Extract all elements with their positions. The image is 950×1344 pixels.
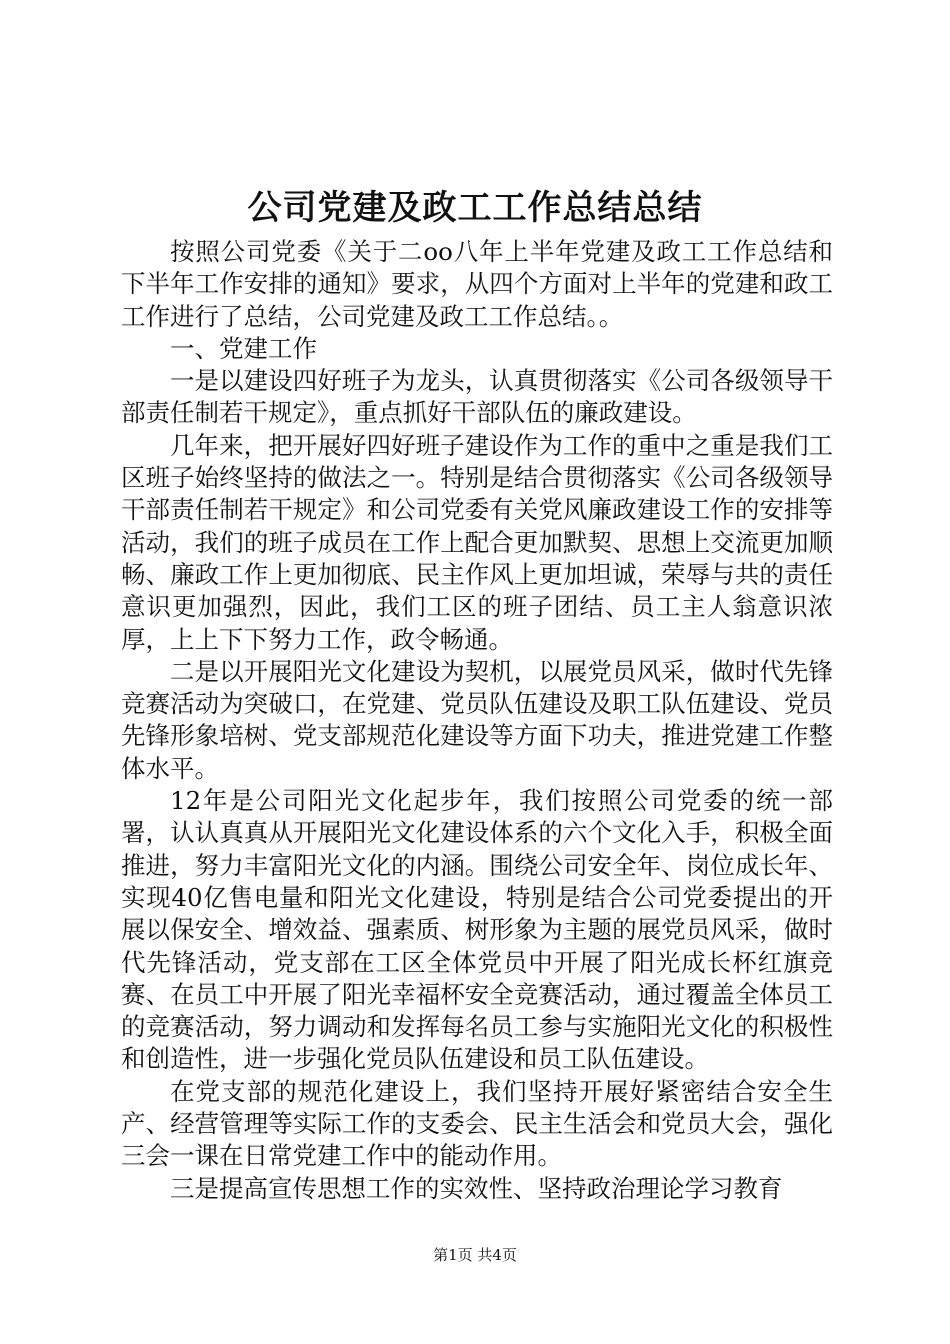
paragraph-point-two-detail: 12年是公司阳光文化起步年，我们按照公司党委的统一部署，认认真真从开展阳光文化建设体系的六个文化入手，积极全面推进，努力丰富阳光文化的内涵。围绕公司安全年、岗位成长年、实现40亿售电量和阳光文化建设，特别是结合公司党委提出的开展以保安全、增效益、强素质、树形象为主题的展党员风采，做时代先锋活动，党支部在工区全体党员中开展了阳光成长杯红旗竞赛、在员工中开展了阳光幸福杯安全竞赛活动，通过覆盖全体员工的竞赛活动，努力调动和发挥每名员工参与实施阳光文化的积极性和创造性，进一步强化党员队伍建设和员工队伍建设。 [121,786,833,1074]
paragraph-intro: 按照公司党委《关于二oo八年上半年党建及政工工作总结和下半年工作安排的通知》要求，从四个方面对上半年的党建和政工工作进行了总结，公司党建及政工工作总结。。 [121,237,833,331]
document-title: 公司党建及政工工作总结总结 [247,188,703,228]
paragraph-point-two: 二是以开展阳光文化建设为契机，以展党员风采，做时代先锋竞赛活动为突破口，在党建、党员队伍建设及职工队伍建设、党员先锋形象培树、党支部规范化建设等方面下功夫，推进党建工作整体水平。 [121,656,833,783]
document-body [121,236,833,1205]
paragraph-standardization: 在党支部的规范化建设上，我们坚持开展好紧密结合安全生产、经营管理等实际工作的支委会、民主生活会和党员大会，强化三会一课在日常党建工作中的能动作用。 [121,1076,833,1171]
page-footer: 第1页 共4页 [433,1246,517,1264]
paragraph-point-one: 一是以建设四好班子为龙头，认真贯彻落实《公司各级领导干部责任制若干规定》，重点抓好干部队伍的廉政建设。 [121,366,833,428]
paragraph-point-one-detail: 几年来，把开展好四好班子建设作为工作的重中之重是我们工区班子始终坚持的做法之一。特别是结合贯彻落实《公司各级领导干部责任制若干规定》和公司党委有关党风廉政建设工作的安排等活动，我们的班子成员在工作上配合更加默契、思想上交流更加顺畅、廉政工作上更加彻底、民主作风上更加坦诚，荣辱与共的责任意识更加强烈，因此，我们工区的班子团结、员工主人翁意识浓厚，上上下下努力工作，政令畅通。 [121,430,833,654]
paragraph-point-three: 三是提高宣传思想工作的实效性、坚持政治理论学习教育 [170,1173,783,1203]
section-heading-party-building: 一、党建工作 [170,333,317,363]
